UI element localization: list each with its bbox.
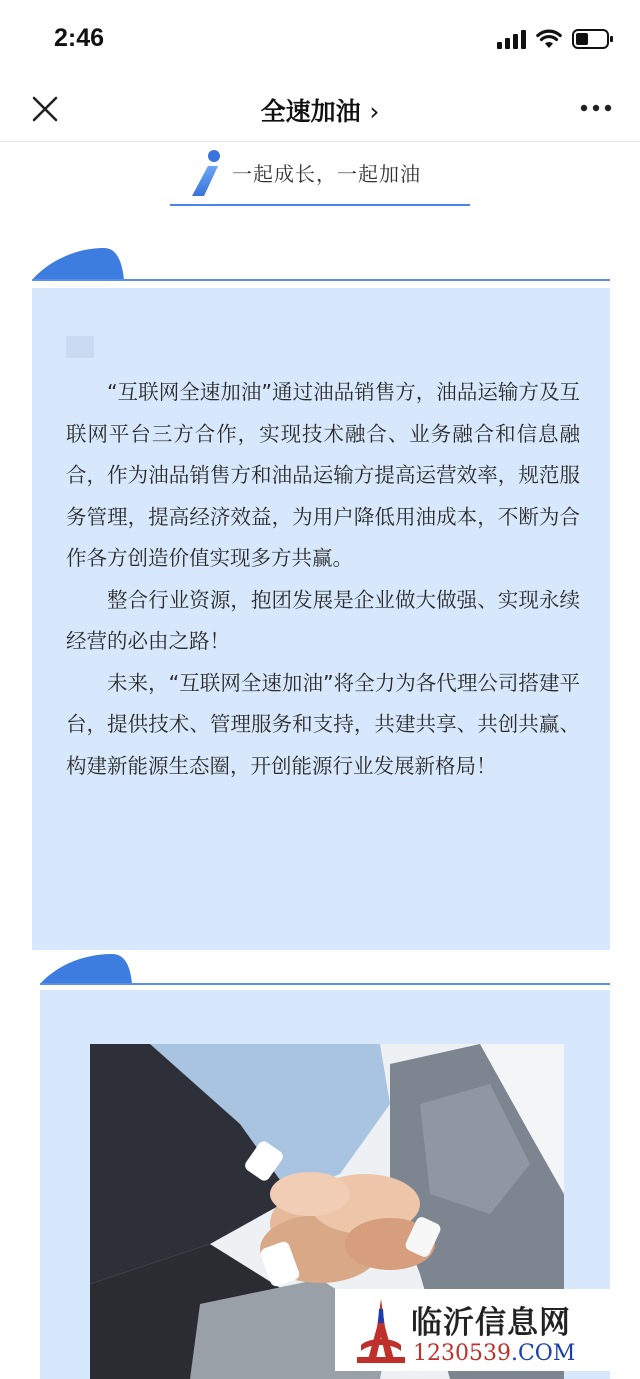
text-card [32,288,610,950]
more-icon[interactable] [580,98,612,118]
nav-title-text: 全速加油 [260,97,361,126]
nav-title[interactable] [0,92,640,128]
article-text [66,372,580,787]
divider-line [32,279,610,281]
nav-bar [0,78,640,142]
signal-icon [496,29,526,49]
watermark-domain [413,1341,575,1366]
wave-decoration [40,950,132,986]
tower-logo-icon [355,1297,407,1365]
watermark-domain-num: 1230539 [413,1341,511,1366]
watermark-name: 临沂信息网 [411,1305,571,1341]
slogan-text: 一起成长，一起加油 [232,162,421,186]
wave-decoration [32,244,124,282]
status-bar [0,0,640,78]
status-time: 2:46 [54,24,105,52]
wifi-icon [536,29,562,49]
paragraph-1: “互联网全速加油”通过油品销售方，油品运输方及互联网平台三方合作，实现技术融合、业务融合和信息融合，作为油品销售方和油品运输方提高运营效率，规范服务管理，提高经济效益，为用户降低用油成本，不断为合作各方创造价值实现多方共赢。 [66,380,580,570]
status-icons [496,28,614,50]
info-i-icon [186,148,226,198]
placeholder-block [66,336,94,358]
watermark-domain-tld: .COM [510,1341,576,1366]
paragraph-2: 整合行业资源，抱团发展是企业做大做强、实现永续经营的必由之路！ [66,587,580,653]
battery-icon [572,28,614,50]
chevron-right-icon: › [369,97,380,126]
slogan-header [170,146,470,206]
divider-line [40,983,610,985]
site-watermark [335,1289,610,1371]
paragraph-3: 未来，“互联网全速加油”将全力为各代理公司搭建平台，提供技术、管理服务和支持，共建共享、共创共赢、构建新能源生态圈，开创能源行业发展新格局！ [66,670,580,778]
